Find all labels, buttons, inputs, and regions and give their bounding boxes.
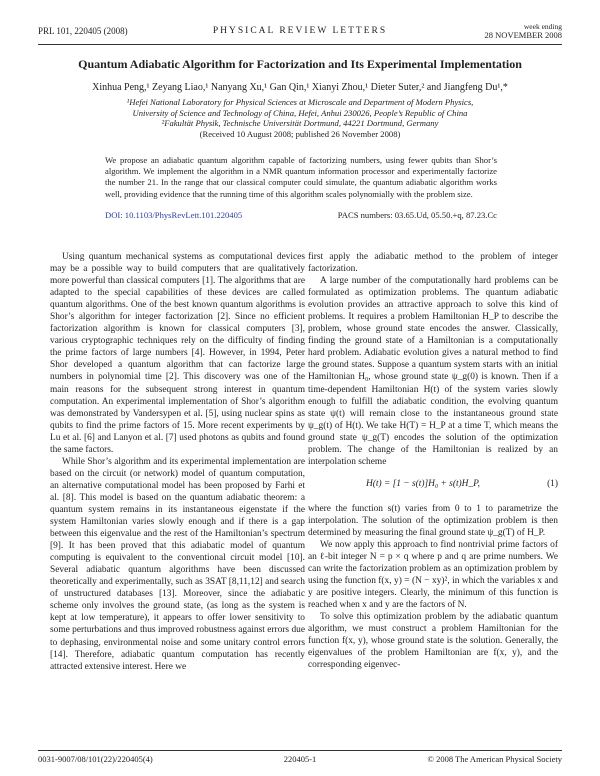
- paragraph: To solve this optimization problem by the adiabatic quantum algorithm, we must construct a problem Hamiltonian for the function f(x, y), whose ground state is the solution. Generally, the eigenvalues of the problem Hamiltonian are f(x, y), and the corresponding eigenvec-: [308, 612, 558, 671]
- abstract: We propose an adiabatic quantum algorithm capable of factorizing numbers, using fewer qubits than Shor’s algorithm. We implement the algorithm in a NMR quantum information processor and experimentally factorize the number 21. In the range that our classical computer could simulate, the quantum adiabatic algorithm works well, providing evidence that the running time of this algorithm scales polynomially with the problem size.: [105, 155, 497, 199]
- footer-rule: [38, 750, 562, 751]
- journal-reference: PRL 101, 220405 (2008): [38, 26, 128, 36]
- paragraph: Using quantum mechanical systems as computational devices may be a possible way to build computers that are qualitatively more powerful than classical computers [1]. The algorithms that are adapted to the special capabilities of these devices are called quantum algorithms. One of the best known quantum algorithms is Shor’s algorithm for integer factorization [2]. Since no efficient factorization algorithm is known for classical computers [3], various cryptographic techniques rely on the difficulty of finding the prime factors of large numbers [4]. However, in 1994, Peter Shor developed a quantum algorithm that can factorize large numbers in polynomial time [2]. This discovery was one of the main reasons for the subsequent strong interest in quantum computation. An experimental implementation of Shor’s algorithm was demonstrated by Vandersypen et al. [5], using nuclear spins as qubits to find the prime factors of 15. More recent experiments by Lu et al. [6] and Lanyon et al. [7] used photons as qubits and found the same factors.: [50, 252, 305, 455]
- paragraph: While Shor’s algorithm and its experimental implementation are based on the circuit (or network) model of quantum computation, an alternative computational model has been proposed by Farhi et al. [8]. This model is based on the quantum adiabatic theorem: a quantum system remains in its instantaneous eigenstate if the system Hamiltonian varies slowly enough and if there is a gap between this eigenvalue and the rest of the Hamiltonian’s spectrum [9]. It has been proved that this adiabatic model of quantum computing is equivalent to the conventional circuit model [10]. Several adiabatic quantum algorithms have been discussed theoretically and experimentally, such as 3SAT [8,11,12] and search of unstructured databases [13]. Moreover, since the adiabatic scheme only involves the ground state, (as long as the system is kept at low temperature), it appears to offer lower sensitivity to some perturbations and thus improved robustness against errors due to dephasing, environmental noise and some unitary control errors [14]. Therefore, adiabatic quantum computation has recently attracted extensive interest. Here we: [50, 456, 305, 672]
- author-list: Xinhua Peng,¹ Zeyang Liao,¹ Nanyang Xu,¹ Gan Qin,¹ Xianyi Zhou,¹ Dieter Suter,² and Jiangfeng Du¹,*: [92, 82, 508, 93]
- equation-number: (1): [547, 478, 558, 489]
- doi-link[interactable]: DOI: 10.1103/PhysRevLett.101.220405: [105, 210, 243, 220]
- article-meta: [105, 210, 497, 220]
- pacs-numbers: PACS numbers: 03.65.Ud, 05.50.+q, 87.23.Cc: [337, 210, 497, 220]
- affiliations: [38, 97, 562, 139]
- equation-1: [308, 473, 558, 499]
- affiliation-line: University of Science and Technology of China, Hefei, Anhui 230026, People’s Republic of China: [132, 107, 468, 118]
- equation-formula: H(t) = [1 − s(t)]H₀ + s(t)H_P,: [366, 478, 480, 489]
- week-date: 28 NOVEMBER 2008: [484, 30, 562, 40]
- paper-title: Quantum Adiabatic Algorithm for Factorization and Its Experimental Implementation: [78, 57, 522, 71]
- received-dates: (Received 10 August 2008; published 26 November 2008): [199, 128, 401, 139]
- affiliation-line: ²Fakultät Physik, Technische Universität Dortmund, 44221 Dortmund, Germany: [161, 118, 439, 128]
- week-label: week ending: [523, 22, 562, 31]
- right-column: [308, 251, 558, 672]
- journal-name: PHYSICAL REVIEW LETTERS: [212, 26, 388, 36]
- affiliation-line: ¹Hefei National Laboratory for Physical Sciences at Microscale and Department of Modern Physics,: [126, 97, 474, 107]
- running-header: [38, 22, 562, 44]
- issn-code: 0031-9007/08/101(22)/220405(4): [38, 754, 153, 764]
- copyright: © 2008 The American Physical Society: [427, 754, 562, 764]
- left-column: [50, 251, 305, 673]
- page-number: 220405-1: [283, 754, 317, 764]
- week-ending: [485, 22, 562, 40]
- paragraph: A large number of the computationally hard problems can be formulated as optimization problems. The quantum adiabatic evolution provides an attractive approach to solve this kind of problems. It requires a problem Hamiltonian H_P to describe the problem, whose ground state encodes the answer. Classically, finding the ground state of a Hamiltonian is a computationally hard problem. Adiabatic evolution gives a natural method to find the ground states. Suppose a quantum system starts with an initial Hamiltonian H₀, whose ground state ψ_g(0) is known. Then if a time-dependent Hamiltonian H(t) of the system varies slowly enough to fulfill the adiabatic condition, the evolving quantum state ψ(t) will remain close to the instantaneous ground state ψ_g(t) of H(t). We take H(T) = H_P at a time T, which means the ground state ψ_g(T) encodes the solution of the optimization problem. The change of the Hamiltonian is realized by an interpolation scheme: [308, 276, 558, 467]
- paragraph: We now apply this approach to find nontrivial prime factors of an ℓ-bit integer N = p × q where p and q are prime numbers. We can write the factorization problem as an optimization problem by using the function f(x, y) = (N − xy)², in which the variables x and y are positive integers. Clearly, the minimum of this function is reached when x and y are the factors of N.: [308, 539, 558, 611]
- paragraph: where the function s(t) varies from 0 to 1 to parametrize the interpolation. The solution of the optimization problem is then determined by measuring the final ground state ψ_g(T) of H_P.: [308, 503, 558, 538]
- paragraph: first apply the adiabatic method to the problem of integer factorization.: [308, 252, 558, 275]
- header-rule: [38, 44, 562, 45]
